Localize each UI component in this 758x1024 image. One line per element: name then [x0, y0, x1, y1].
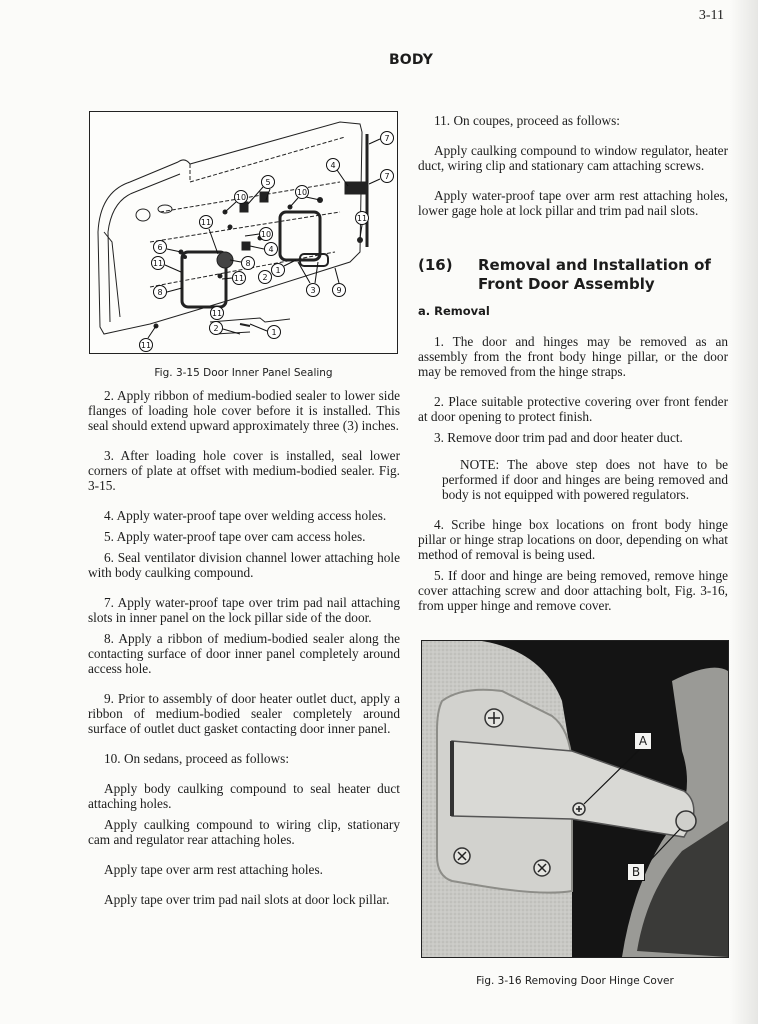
figure-door-inner-panel-sealing — [89, 111, 398, 354]
removal-step-2: 2. Place suitable protective covering over front fender at door opening to protect finish. — [418, 394, 728, 424]
svg-text:7: 7 — [384, 172, 390, 181]
paragraph-step-9: 9. Prior to assembly of door heater outlet duct, apply a ribbon of medium-bodied sealer completely around surface of outlet duct gasket contacting door inner panel. — [88, 691, 400, 736]
paragraph-step-6: 6. Seal ventilator division channel lower attaching hole with body caulking compound. — [88, 550, 400, 580]
figure-caption-3-15: Fig. 3-15 Door Inner Panel Sealing — [154, 367, 333, 379]
callout-10-right — [290, 186, 320, 208]
paragraph-sedan-heater: Apply body caulking compound to seal heater duct attaching holes. — [88, 781, 400, 811]
svg-text:1: 1 — [271, 328, 277, 337]
paragraph-step-7: 7. Apply water-proof tape over trim pad nail attaching slots in inner panel on the lock pillar side of the door. — [88, 595, 400, 625]
callout-1-bottom — [250, 324, 281, 339]
callout-8-left — [154, 286, 183, 299]
page-number: 3-11 — [698, 8, 724, 23]
svg-text:4: 4 — [268, 245, 274, 254]
svg-text:2: 2 — [262, 273, 268, 282]
svg-text:11: 11 — [233, 274, 245, 283]
paragraph-sedan-wiring: Apply caulking compound to wiring clip, stationary cam and regulator rear attaching holes. — [88, 817, 400, 847]
paragraph-step-10: 10. On sedans, proceed as follows: — [104, 751, 290, 766]
svg-text:11: 11 — [200, 218, 212, 227]
right-column-steps — [418, 334, 728, 613]
left-column — [88, 388, 400, 907]
section-title-text: Removal and Installation of Front Door Assembly — [478, 256, 711, 293]
paragraph-step-11: 11. On coupes, proceed as follows: — [434, 113, 620, 128]
paragraph-coupe-caulking: Apply caulking compound to window regulator, heater duct, wiring clip and stationary cam attaching screws. — [418, 143, 728, 173]
right-column-top — [418, 113, 728, 218]
svg-text:10: 10 — [235, 193, 247, 202]
svg-text:5: 5 — [265, 178, 271, 187]
callout-11-bottom — [211, 307, 224, 320]
callout-b: B — [627, 863, 645, 881]
svg-text:2: 2 — [213, 324, 219, 333]
svg-text:10: 10 — [296, 188, 308, 197]
callout-11-center — [200, 216, 219, 255]
figure-caption-3-16: Fig. 3-16 Removing Door Hinge Cover — [476, 975, 674, 987]
hinge-photo — [422, 641, 728, 957]
svg-text:3: 3 — [310, 286, 316, 295]
paragraph-sedan-trim-pad: Apply tape over trim pad nail slots at door lock pillar. — [104, 892, 390, 907]
callout-9 — [333, 268, 346, 297]
callout-11-corner — [140, 326, 157, 352]
svg-text:8: 8 — [245, 259, 251, 268]
door-panel-diagram — [90, 112, 396, 352]
removal-step-3: 3. Remove door trim pad and door heater duct. — [434, 430, 683, 445]
svg-text:6: 6 — [157, 243, 163, 252]
callout-8-center — [230, 257, 255, 270]
removal-step-1: 1. The door and hinges may be removed as an assembly from the front body hinge pillar, or the door may be removed from the hinge straps. — [418, 334, 728, 379]
svg-text:11: 11 — [356, 214, 368, 223]
callout-7-top — [369, 132, 394, 145]
paragraph-sedan-armrest: Apply tape over arm rest attaching holes. — [104, 862, 323, 877]
paragraph-step-8: 8. Apply a ribbon of medium-bodied sealer along the contacting surface of door inner panel completely around access hole. — [88, 631, 400, 676]
callout-1-right — [272, 260, 297, 277]
svg-text:11: 11 — [211, 309, 223, 318]
callout-6 — [154, 241, 182, 254]
note-text: NOTE: The above step does not have to be performed if door and hinges are being removed and body is not equipped with powered regulators. — [442, 457, 728, 502]
callout-4-center — [250, 243, 278, 256]
paragraph-coupe-tape: Apply water-proof tape over arm rest attaching holes, lower gage hole at lock pillar and trim pad nail slots. — [418, 188, 728, 218]
callout-3 — [298, 262, 320, 297]
page-edge-shadow — [730, 0, 758, 1024]
svg-text:7: 7 — [384, 134, 390, 143]
section-number: (16) — [418, 256, 453, 274]
svg-text:9: 9 — [336, 286, 342, 295]
subheading-removal: a. Removal — [418, 304, 490, 318]
callout-a: A — [634, 732, 652, 750]
svg-text:11: 11 — [152, 259, 164, 268]
removal-step-4: 4. Scribe hinge box locations on front body hinge pillar or hinge strap locations on door, depending on what method of removal is being used. — [418, 517, 728, 562]
paragraph-step-5: 5. Apply water-proof tape over cam access holes. — [104, 529, 366, 544]
paragraph-step-2: 2. Apply ribbon of medium-bodied sealer to lower side flanges of loading hole cover before it is installed. This seal should extend upward approximately three (3) inches. — [88, 388, 400, 433]
callout-4-upper — [327, 159, 349, 187]
svg-text:1: 1 — [275, 266, 281, 275]
callout-2-bottom — [210, 322, 241, 335]
callout-11-left — [152, 257, 182, 273]
callout-7-mid — [369, 170, 394, 185]
svg-text:8: 8 — [157, 288, 163, 297]
svg-text:11: 11 — [140, 341, 152, 350]
section-title: BODY — [388, 52, 434, 68]
svg-text:4: 4 — [330, 161, 336, 170]
paragraph-step-4: 4. Apply water-proof tape over welding access holes. — [104, 508, 387, 523]
removal-step-5: 5. If door and hinge are being removed, remove hinge cover attaching screw and door attaching bolt, Fig. 3-16, from upper hinge and remove cover. — [418, 568, 728, 613]
paragraph-step-3: 3. After loading hole cover is installed, seal lower corners of plate at offset with medium-bodied sealer. Fig. 3-15. — [88, 448, 400, 493]
svg-text:10: 10 — [260, 230, 272, 239]
figure-door-hinge-cover-photo — [421, 640, 729, 958]
callout-2-center — [259, 271, 272, 284]
